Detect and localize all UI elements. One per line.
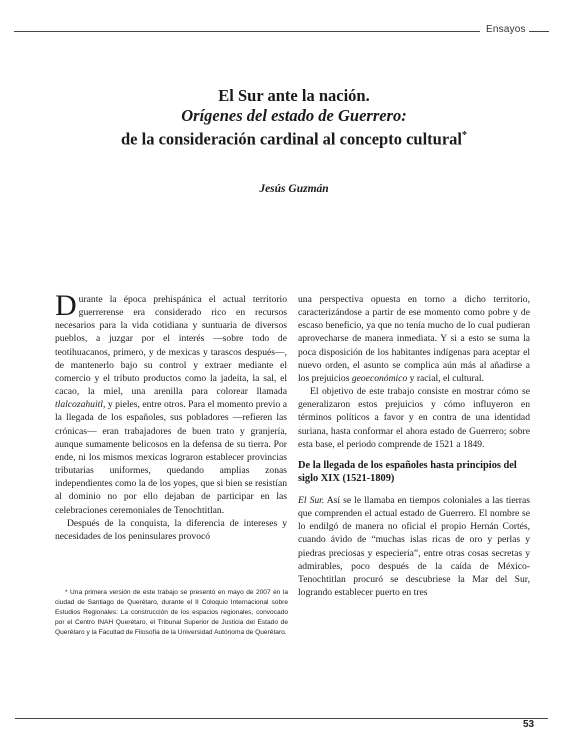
paragraph-2: Después de la conquista, la diferencia de intereses y necesidades de los peninsulares provocó (55, 517, 287, 542)
paragraph-1 (55, 289, 287, 517)
title-footnote-mark: * (461, 130, 467, 141)
title-line-2-text: Orígenes del estado de Guerrero: (181, 106, 407, 125)
paragraph-3 (298, 293, 530, 385)
paragraph-5-italic: El Sur. (298, 494, 325, 506)
paragraph-4: El objetivo de este trabajo consiste en mostrar cómo se generalizaron estos prejuicios y cómo influyeron en términos políticos a favor y en contra de una identidad suriana, hasta conformar el ahora estado de Guerrero; sobre esta base, el periodo comprende de 1521 a 1849. (298, 386, 530, 450)
title-line-3 (20, 126, 568, 150)
paragraph-1-italic: tlalcozahuitl (55, 399, 103, 411)
title-line-3-text: de la consideración cardinal al concepto cultural (121, 129, 462, 149)
header-rule (14, 31, 480, 32)
paragraph-5-text: Así se le llamaba en tiempos coloniales a las tierras que comprenden el actual estado de Guerrero. El nombre se lo endilgó de manera no oficial el propio Hernán Cortés, cuando ávido de “muchas islas ricas de oro y perlas y piedras preciosas y especiería”, entre otras cosas secretas y admirables, poco después de la caída de México-Tenochtitlan procuró se descubriese la Mar del Sur, logrando establecer puerto en tres (298, 494, 530, 598)
title-line-2 (20, 106, 568, 126)
section-heading: De la llegada de los españoles hasta principios del siglo XIX (1521-1809) (298, 459, 517, 484)
drop-cap: D (55, 289, 77, 322)
footer-rule (15, 718, 548, 719)
paragraph-1-text: urante la época prehispánica el actual territorio guerrerense era considerado rico en recursos necesarios para la vida cotidiana y suntuaria de diversos pueblos, a juzgar por el interés —sobre todo de teotihuacanos, primero, y de mexicas y tarascos después—, de mantenerlo bajo su control y extraer mediante el comercio y el tributo productos como la jadeíta, la sal, el cacao, la miel, una arenilla para colorear llamada (55, 294, 287, 398)
paragraph-3-text: una perspectiva opuesta en torno a dicho territorio, caracterizándose a partir de ese momento como pobre y de escaso beneficio, ya que no tenía mucho de lo cual pudieran aprovecharse de manera inmediata. Y si a esto se suma la poca disposición de los habitantes indígenas para aceptar el nuevo orden, el asunto se complica aún más al añadirse a los prejuicios (298, 294, 530, 384)
paragraph-1-text-end: , y pieles, entre otros. Para el momento previo a la llegada de los españoles, sus pobladores —refieren las crónicas— eran trabajadores de buen trato y granjería, aunque sumamente belicosos en la defensa de su tierra. Por ende, ni los mismos mexicas lograron establecer provincias tributarias uniformes, quedando amplias zonas independientes como la de los yopes, que si bien se resistían al dominio no por ello dejaban de participar en las celebraciones ceremoniales de Tenochtitlan. (55, 399, 287, 516)
footnote-text: * Una primera versión de este trabajo se presentó en mayo de 2007 en la ciudad de Santiago de Querétaro, durante el II Coloquio Internacional sobre Estudios Regionales: La construcción de los espacios regionales, convocado por el Centro INAH Querétaro, el Tribunal Superior de Justicia del Estado de Querétaro y la Facultad de Filosofía de la Universidad Autónoma de Querétaro. (55, 589, 288, 636)
paragraph-3-text-end: y racial, el cultural. (407, 372, 484, 384)
left-column (55, 289, 287, 543)
footnote (55, 588, 288, 638)
title-line-1: El Sur ante la nación. (218, 86, 370, 105)
page-number: 53 (523, 719, 535, 730)
author: Jesús Guzmán (259, 183, 329, 195)
paragraph-3-italic: geoeconómico (351, 372, 408, 384)
header-rule-end (529, 31, 549, 32)
section-label: Ensayos (486, 24, 526, 35)
paragraph-5 (298, 494, 530, 599)
right-column (298, 293, 530, 599)
